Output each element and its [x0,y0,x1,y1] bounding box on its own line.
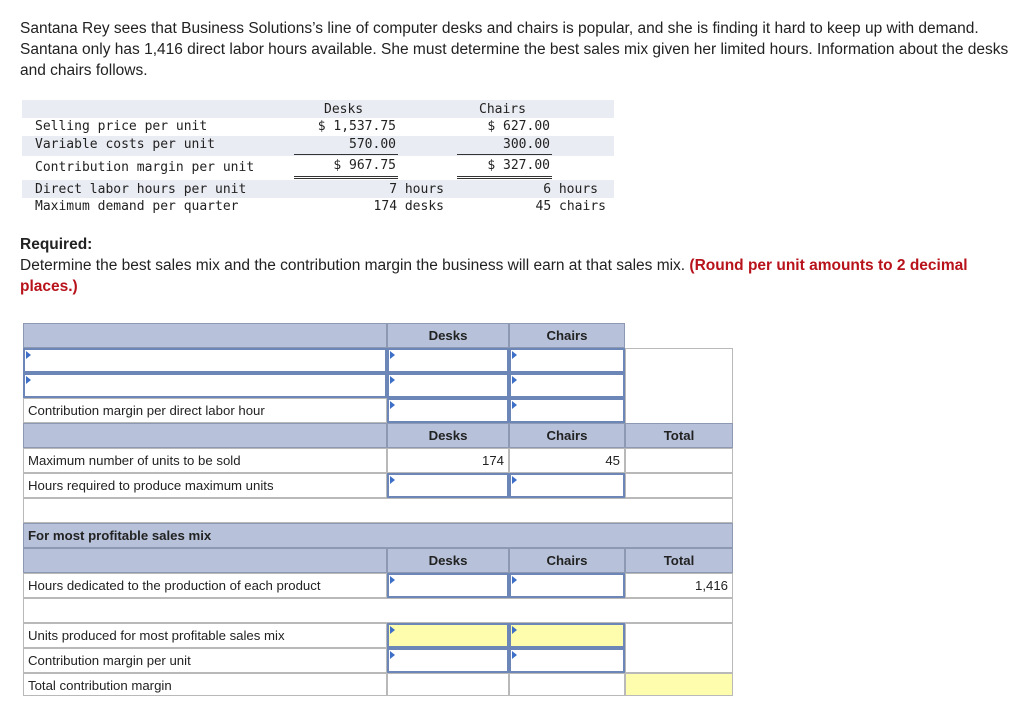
max-units-label: Maximum number of units to be sold [23,448,387,473]
header-cell [23,323,387,348]
desks-total-cm-cell [387,673,509,696]
dropdown-marker-icon [512,401,517,409]
desks-hours-dedicated-input[interactable] [387,573,509,598]
dropdown-marker-icon [512,376,517,384]
problem-intro: Santana Rey sees that Business Solutions’s line of computer desks and chairs is popular, and she is finding it hard to keep up with demand. Santana only has 1,416 direct labor hours available. She must determine the best sales mix given her limited hours. Information about the desks and chairs follows. [20,20,1009,79]
dropdown-marker-icon [390,626,395,634]
header-desks: Desks [387,323,509,348]
info-header-chairs: Chairs [479,102,526,117]
rounding-note: (Round per unit amounts to 2 decimal places.) [20,257,968,295]
header-desks: Desks [387,423,509,448]
product-info-table [22,100,614,218]
dropdown-marker-icon [390,476,395,484]
info-chairs-value: 45 chairs [535,199,606,214]
cm-per-unit-label: Contribution margin per unit [23,648,387,673]
underline [294,154,398,155]
blank-cell [625,348,733,423]
info-desks-value: 570.00 [349,137,396,152]
info-chairs-value: 6 hours [543,182,598,197]
header-total: Total [625,548,733,573]
info-desks-value: $ 1,537.75 [317,119,396,134]
double-underline [294,178,398,179]
header-cell [23,423,387,448]
header-desks: Desks [387,548,509,573]
required-text: Determine the best sales mix and the contribution margin the business will earn at that sales mix. [20,257,690,274]
desks-cm-per-hour-input[interactable] [387,398,509,423]
header-chairs: Chairs [509,423,625,448]
header-total: Total [625,423,733,448]
blank-cell [625,623,733,673]
desks-input[interactable] [387,348,509,373]
required-section [20,234,1005,297]
desks-input[interactable] [387,373,509,398]
dropdown-marker-icon [512,351,517,359]
spacer-row [23,598,733,623]
blank-cell [625,473,733,498]
dropdown-marker-icon [390,651,395,659]
header-cell [23,548,387,573]
chairs-hours-dedicated-input[interactable] [509,573,625,598]
label-dropdown[interactable] [23,348,387,373]
total-cm-input[interactable] [625,673,733,696]
info-row-label: Contribution margin per unit [35,160,255,175]
label-dropdown[interactable] [23,373,387,398]
info-row-label: Maximum demand per quarter [35,199,239,214]
chairs-total-cm-cell [509,673,625,696]
max-chairs-value: 45 [509,448,625,473]
info-row-label: Direct labor hours per unit [35,182,247,197]
chairs-units-produced-input[interactable] [509,623,625,648]
chairs-cm-per-hour-input[interactable] [509,398,625,423]
cm-per-hour-label: Contribution margin per direct labor hour [23,398,387,423]
dropdown-marker-icon [512,476,517,484]
chairs-hours-required-input[interactable] [509,473,625,498]
info-chairs-value: 300.00 [503,137,550,152]
dropdown-marker-icon [390,401,395,409]
dropdown-marker-icon [390,576,395,584]
total-cm-label: Total contribution margin [23,673,387,696]
info-desks-value: 174 desks [373,199,444,214]
desks-units-produced-input[interactable] [387,623,509,648]
chairs-input[interactable] [509,373,625,398]
chairs-cm-per-unit-input[interactable] [509,648,625,673]
chairs-input[interactable] [509,348,625,373]
double-underline [457,178,552,179]
dropdown-marker-icon [390,351,395,359]
spacer-row [23,498,733,523]
header-chairs: Chairs [509,323,625,348]
hours-dedicated-label: Hours dedicated to the production of each product [23,573,387,598]
section-title: For most profitable sales mix [23,523,733,548]
underline [457,154,552,155]
double-underline [294,176,398,177]
blank-cell [625,448,733,473]
max-desks-value: 174 [387,448,509,473]
info-chairs-value: $ 627.00 [487,119,550,134]
dropdown-marker-icon [390,376,395,384]
dropdown-marker-icon [512,626,517,634]
total-hours-value: 1,416 [625,573,733,598]
desks-cm-per-unit-input[interactable] [387,648,509,673]
hours-required-label: Hours required to produce maximum units [23,473,387,498]
info-row-label: Variable costs per unit [35,137,216,152]
dropdown-marker-icon [512,651,517,659]
required-heading: Required: [20,236,93,253]
info-chairs-value: $ 327.00 [487,158,550,173]
header-chairs: Chairs [509,548,625,573]
answer-grid [23,323,733,696]
info-desks-value: 7 hours [389,182,444,197]
double-underline [457,176,552,177]
units-produced-label: Units produced for most profitable sales mix [23,623,387,648]
dropdown-marker-icon [26,376,31,384]
info-header-desks: Desks [324,102,364,117]
info-desks-value: $ 967.75 [333,158,396,173]
dropdown-marker-icon [26,351,31,359]
desks-hours-required-input[interactable] [387,473,509,498]
info-row-label: Selling price per unit [35,119,208,134]
dropdown-marker-icon [512,576,517,584]
